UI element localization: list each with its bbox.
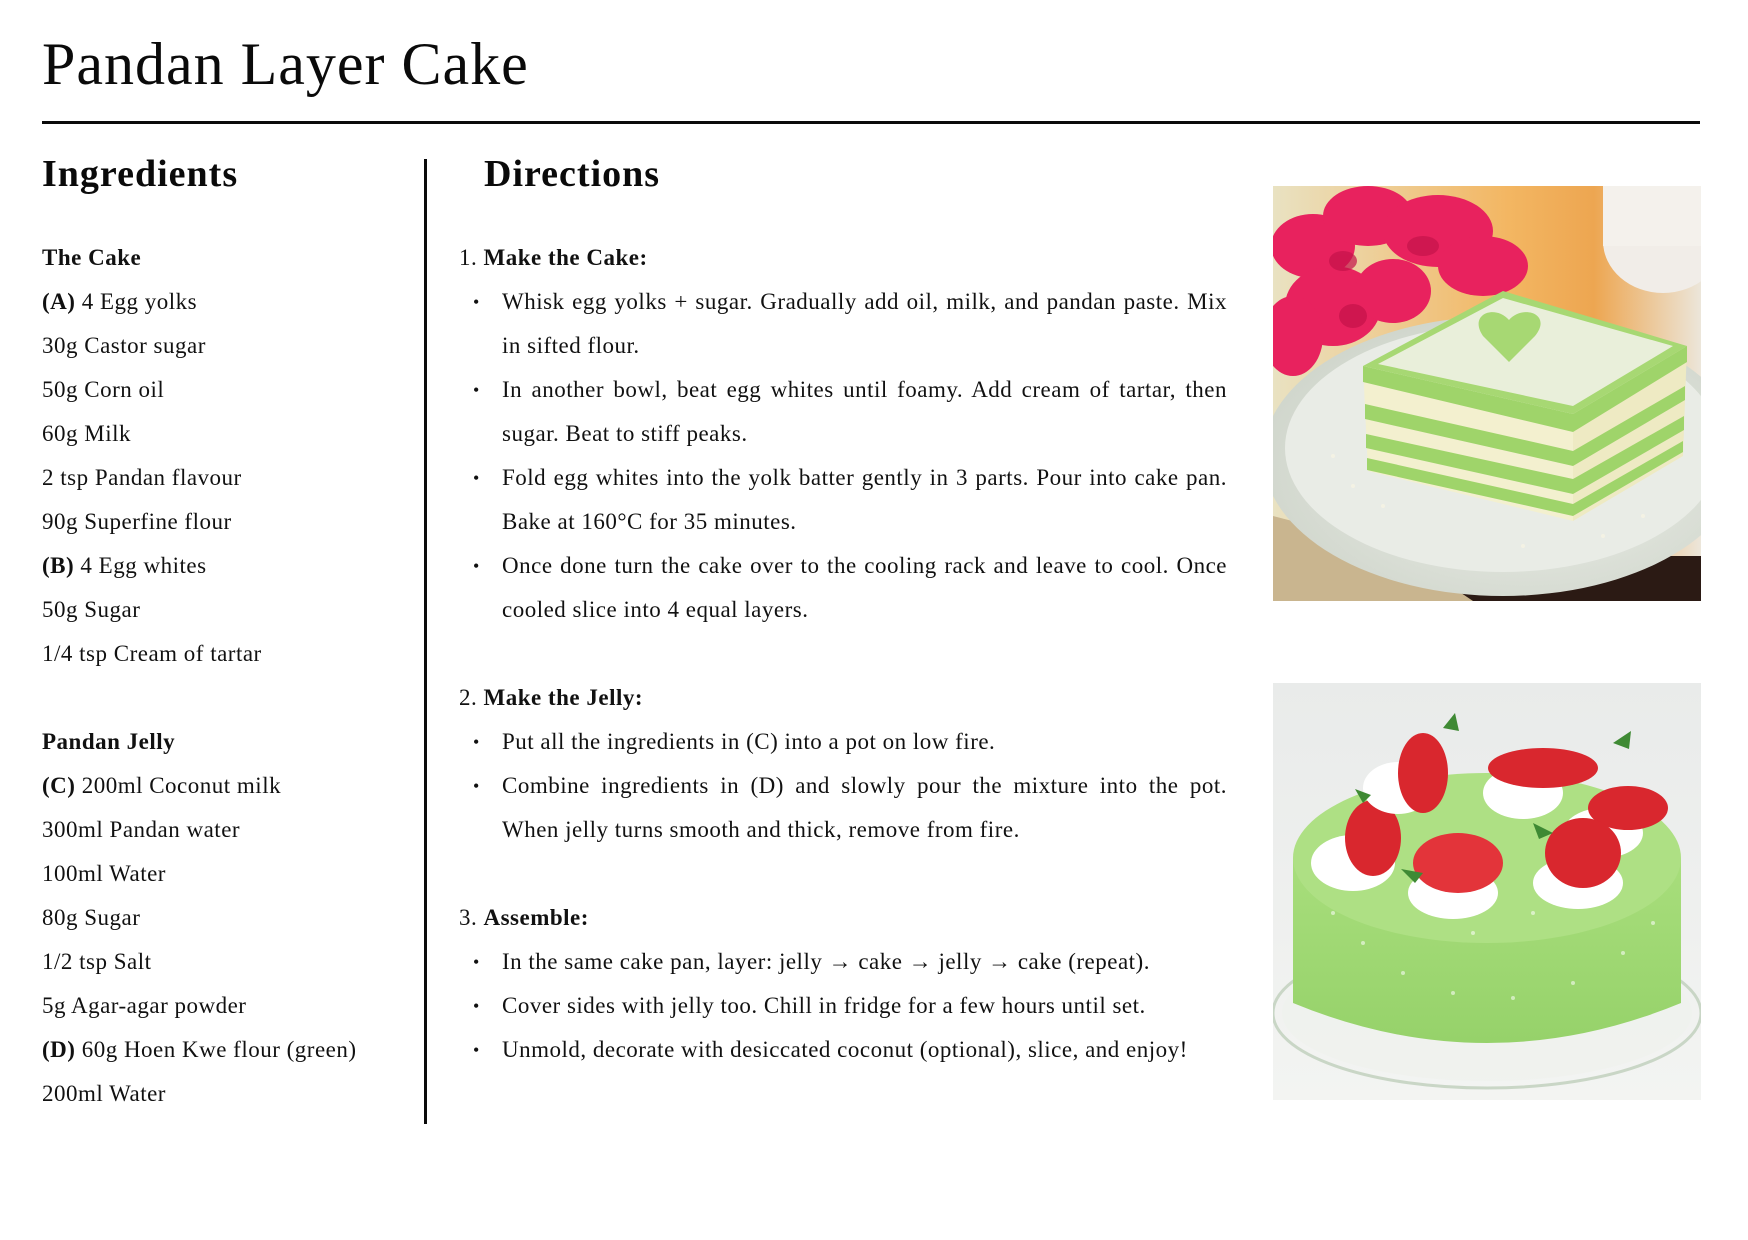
page-title: Pandan Layer Cake	[42, 31, 529, 97]
ingredient-group-cake	[42, 236, 417, 676]
bullet-icon: •	[473, 776, 480, 796]
ingredient-tag: (A)	[42, 289, 76, 314]
ingredient-group-jelly	[42, 720, 417, 1116]
title-divider	[42, 121, 1700, 124]
ingredient-item: 50g Corn oil	[42, 377, 165, 402]
ingredient-item: 50g Sugar	[42, 597, 141, 622]
ingredient-item	[42, 764, 417, 808]
step-title	[459, 236, 1227, 280]
direction-text: In the same cake pan, layer: jelly → cake → jelly → cake (repeat).	[502, 949, 1150, 974]
step-label: Assemble:	[483, 905, 589, 930]
step-assemble	[459, 896, 1227, 1072]
ingredient-item: 2 tsp Pandan flavour	[42, 465, 242, 490]
bullet-icon: •	[473, 732, 480, 752]
direction-text: In another bowl, beat egg whites until foamy. Add cream of tartar, then sugar. Beat to stiff peaks.	[502, 377, 1227, 446]
direction-text: Unmold, decorate with desiccated coconut (optional), slice, and enjoy!	[502, 1037, 1188, 1062]
ingredient-text: 200ml Coconut milk	[75, 773, 282, 798]
direction-text: Combine ingredients in (D) and slowly pour the mixture into the pot. When jelly turns smooth and thick, remove from fire.	[502, 773, 1227, 842]
bullet-icon: •	[473, 292, 480, 312]
ingredient-item: 1/4 tsp Cream of tartar	[42, 641, 262, 666]
directions-list	[459, 236, 1227, 1116]
ingredient-text: 60g Hoen Kwe flour (green)	[75, 1037, 357, 1062]
ingredient-tag: (B)	[42, 553, 75, 578]
ingredient-text: 4 Egg whites	[74, 553, 207, 578]
step-number: 3.	[459, 905, 484, 930]
ingredient-tag: (C)	[42, 773, 76, 798]
ingredient-item: 300ml Pandan water	[42, 817, 241, 842]
direction-bullet	[459, 1028, 1227, 1072]
column-divider	[424, 159, 427, 1124]
ingredient-tag: (D)	[42, 1037, 76, 1062]
ingredient-item: 30g Castor sugar	[42, 333, 206, 358]
step-label: Make the Cake:	[483, 245, 648, 270]
ingredient-item	[42, 280, 417, 324]
ingredient-item: 80g Sugar	[42, 905, 141, 930]
round-pandan-jelly-cake-with-strawberries-photo	[1273, 683, 1701, 1100]
direction-bullet	[459, 984, 1227, 1028]
ingredients-list	[42, 236, 417, 1160]
ingredients-heading: Ingredients	[42, 153, 239, 195]
bullet-icon: •	[473, 996, 480, 1016]
bullet-icon: •	[473, 468, 480, 488]
step-make-jelly	[459, 676, 1227, 852]
directions-heading: Directions	[484, 153, 661, 195]
ingredient-item: 1/2 tsp Salt	[42, 949, 152, 974]
direction-text: Once done turn the cake over to the cooling rack and leave to cool. Once cooled slice into 4 equal layers.	[502, 553, 1227, 622]
direction-bullet	[459, 368, 1227, 456]
direction-bullet	[459, 544, 1227, 632]
step-title	[459, 896, 1227, 940]
ingredient-group-title: The Cake	[42, 245, 142, 270]
bullet-icon: •	[473, 952, 480, 972]
ingredient-item: 5g Agar-agar powder	[42, 993, 247, 1018]
step-number: 2.	[459, 685, 484, 710]
bullet-icon: •	[473, 380, 480, 400]
ingredient-item	[42, 544, 417, 588]
direction-text: Whisk egg yolks + sugar. Gradually add oil, milk, and pandan paste. Mix in sifted flour.	[502, 289, 1227, 358]
step-make-cake	[459, 236, 1227, 632]
direction-text: Fold egg whites into the yolk batter gently in 3 parts. Pour into cake pan. Bake at 160°C for 35 minutes.	[502, 465, 1227, 534]
direction-text: Put all the ingredients in (C) into a pot on low fire.	[502, 729, 996, 754]
ingredient-item: 200ml Water	[42, 1081, 166, 1106]
ingredient-group-title: Pandan Jelly	[42, 729, 176, 754]
ingredient-text: 4 Egg yolks	[75, 289, 198, 314]
ingredient-item	[42, 1028, 417, 1072]
direction-bullet	[459, 720, 1227, 764]
bullet-icon: •	[473, 556, 480, 576]
direction-bullet	[459, 280, 1227, 368]
ingredient-item: 90g Superfine flour	[42, 509, 232, 534]
step-label: Make the Jelly:	[483, 685, 644, 710]
bullet-icon: •	[473, 1040, 480, 1060]
step-title	[459, 676, 1227, 720]
direction-bullet	[459, 940, 1227, 984]
layered-pandan-cake-slice-photo	[1273, 186, 1701, 601]
direction-text: Cover sides with jelly too. Chill in fridge for a few hours until set.	[502, 993, 1146, 1018]
ingredient-item: 100ml Water	[42, 861, 166, 886]
direction-bullet	[459, 764, 1227, 852]
ingredient-item: 60g Milk	[42, 421, 131, 446]
direction-bullet	[459, 456, 1227, 544]
step-number: 1.	[459, 245, 484, 270]
